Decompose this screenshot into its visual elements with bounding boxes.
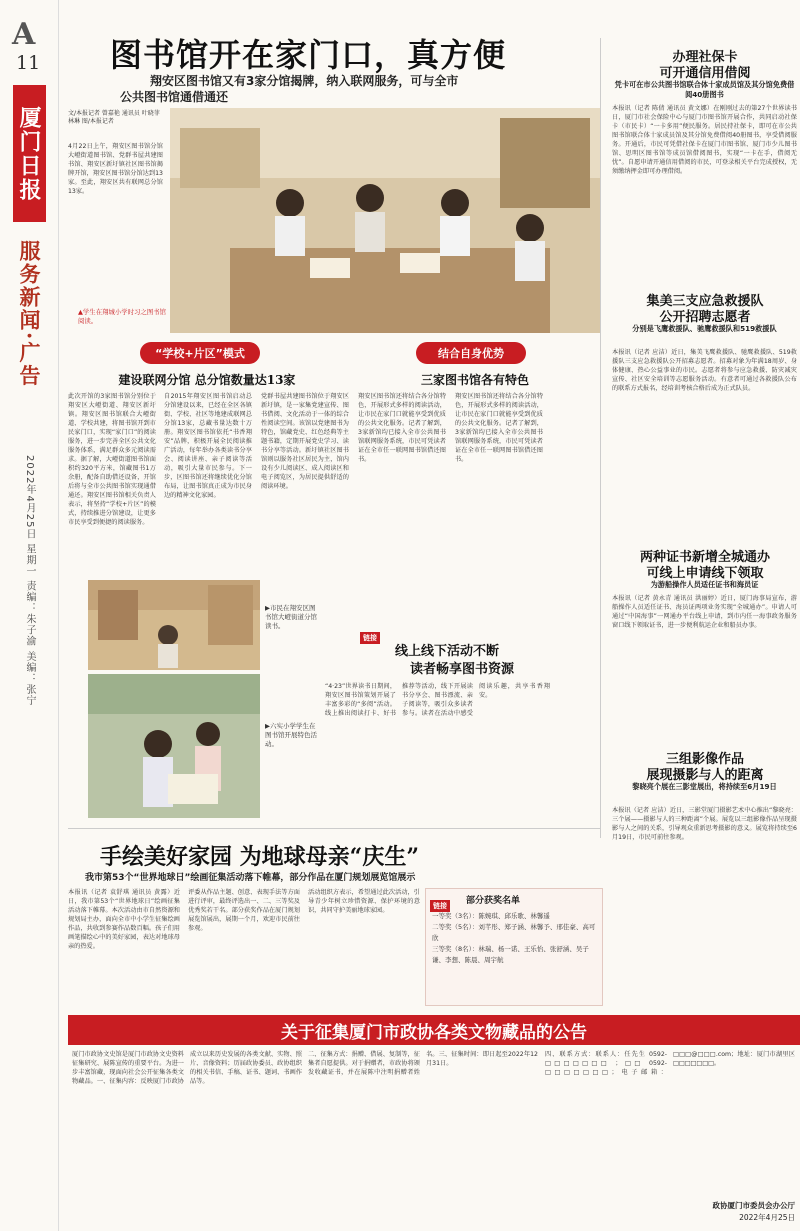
award-list: 一等奖（3名）：陈婉琪、邱乐歌、林馨遥 二等奖（5名）：刘芊彤、郑子涵、林馨予、邢佳豪、高可欣 三等奖（8名）：林瑞、杨一诺、王乐怡、张舒涵、吴子谦、李想、陈晨、周宇航 xyxy=(432,912,596,964)
main-lead: 4月22日上午，翔安区图书馆分馆大嶝街道图书馆、党群书屋共建图书馆、翔安区新圩镇社区图书馆揭牌开馆，翔安区图书馆分馆达到13家。至此，翔安区共有联网总分馆13家。 xyxy=(68,143,163,195)
link-tag-1: 链接 xyxy=(360,625,380,644)
notice-org: 政协厦门市委员会办公厅 xyxy=(712,1201,795,1210)
tag-school-area: “学校+片区”模式 xyxy=(140,342,260,364)
bottom-divider xyxy=(68,828,600,829)
notice-col-3: 四、联系方式：联系人：任先生 0592-□□□□□□□ ；□□ 0592-□□□□□□□；电子邮箱：□□□@□□□.com；地址：厦门市湖里区□□□□□□□。 xyxy=(545,1051,795,1076)
right-column-divider xyxy=(600,38,601,838)
link-title-1: 线上线下活动不断 xyxy=(395,644,500,659)
main-subtitle-2: 公共图书馆通借通还 xyxy=(120,90,229,104)
earthday-headline: 手绘美好家园 为地球母亲“庆生” xyxy=(100,844,419,870)
main-column-1: 此次开馆的3家图书馆分别位于翔安区大嶝街道、翔安区新圩镇。翔安区图书馆联合大嶝街道、学校共建，将图书馆开到市民家门口，实现“家门口”的阅读服务，进一步完善全区公共文化服务体系，满足群众多元阅读需求。据了解，大嶝街道图书馆面积约320平方米，馆藏图书1万余册，配备自助借还设备，开馆后将与全市公共图书馆实现通借通还。翔安区图书馆相关负责人表示，将坚持“学校+片区”的模式，持续推进分馆建设，让更多市民享受到便捷的阅读服务。 xyxy=(68,393,156,526)
photo-students-activity xyxy=(88,674,260,818)
earthday-col-3: 活动组织方表示，希望通过此次活动，引导青少年树立珍惜资源、保护环境的意识，共同守护美丽地球家园。 xyxy=(308,889,420,914)
page-letter: A xyxy=(12,17,36,52)
notice-title-bar: 关于征集厦门市政协各类文物藏品的公告 xyxy=(68,1015,800,1045)
main-subtitle-1: 翔安区图书馆又有3家分馆揭牌，纳入联网服务，可与全市 xyxy=(150,74,459,88)
date: 2022年4月25日 xyxy=(24,455,35,540)
earthday-col-1: 本报讯（记者 袁舒琪 通讯员 黄露）近日，我市第53个“世界地球日”绘画征集活动落下帷幕。本次活动由市自然资源和规划局主办，面向全市中小学生征集绘画作品，共收到参赛作品数百幅。孩子们用画笔描绘心中的美好家园，表达对地球母亲的热爱。 xyxy=(68,889,180,950)
cert-sub: 为游船操作人员适任证书和海员证 xyxy=(650,580,759,589)
link-body: “4·23”世界读书日期间，翔安区图书馆策划开展了丰富多彩的“多阅”活动。线上推出阅读打卡、好书推荐等活动，线下开展读书分享会、图书漂流、亲子阅读等，吸引众多读者参与。读者在活动中感受阅读乐趣，共享书香翔安。 xyxy=(325,683,550,717)
cert-title-2: 可线上申请线下领取 xyxy=(646,566,764,581)
main-headline: 图书馆开在家门口，真方便 xyxy=(110,36,507,74)
sidebar-divider xyxy=(58,0,59,1231)
notice-date: 2022年4月25日 xyxy=(739,1213,795,1222)
link-title-2: 读者畅享图书资源 xyxy=(410,662,515,677)
photo-exhibit-title-2: 展现摄影与人的距离 xyxy=(646,768,764,783)
rescue-title-1: 集美三支应急救援队 xyxy=(646,294,764,309)
cert-title-1: 两种证书新增全城通办 xyxy=(639,550,770,565)
tag-own-advantage: 结合自身优势 xyxy=(416,342,526,364)
earthday-col-2: 评委从作品主题、创意、表现手法等方面进行评审，最终评选出一、二、三等奖及优秀奖若干名。部分获奖作品在厦门规划展览馆展出，展期一个月，欢迎市民前往参观。 xyxy=(188,889,300,932)
caption-students-activity: ▶六实小学学生在图书馆开展特色活动。 xyxy=(265,722,317,748)
section-name: 服务新闻·广告 xyxy=(17,240,42,388)
editors: 责编：朱子渝 美编：张宁 xyxy=(24,580,35,707)
main-byline: 文/本报记者 曾嘉艳 通讯员 叶晓菲 林琳 图/本报记者 xyxy=(68,110,160,125)
reading-children-photo xyxy=(170,108,600,333)
earthday-sub: 我市第53个“世界地球日”绘画征集活动落下帷幕，部分作品在厦门规划展览馆展示 xyxy=(85,873,416,883)
sscard-title-1: 办理社保卡 xyxy=(672,50,738,65)
sscard-title-2: 可开通信用借阅 xyxy=(659,66,751,81)
award-list-title: 部分获奖名单 xyxy=(466,896,521,906)
sscard-body: 本报讯（记者 陈倩 通讯员 黄文娜）在刚刚过去的第27个世界读书日，厦门市社会保险中心与厦门市图书馆开展合作，共同启动社保卡（市民卡）“一卡多用”便民服务。居民持社保卡，即可在市公共图书馆联合体十家成员馆及其分馆免费借阅40册图书，享受借阅服务。开通后，市民可凭借社保卡在厦门市图书馆、厦门市少儿图书馆、思明区图书馆等成员馆借阅图书，实现“一卡在手，借阅无忧”。自愿申请开通信用借阅的市民，可登录相关平台完成授权，无须缴纳押金即可办理借阅。 xyxy=(612,105,797,175)
photo-exhibit-body: 本报讯（记者 应洁）近日，三影堂厦门摄影艺术中心推出“黎晓亮：三个展——摄影与人的三种距离”个展。展览以三组影像作品呈现摄影与人之间的关系，引导观众重新思考摄影的意义。展览将持续至6月19日，市民可前往参观。 xyxy=(612,807,797,841)
notice-col-1: 厦门市政协文史馆是厦门市政协文史资料征集研究、展陈宣传的重要平台。为进一步丰富馆藏，现面向社会公开征集各类文物藏品。一、征集内容：反映厦门市政协成立以来历史发展的各类文献、实物、照片、音像资料；历届政协委员、政协组织的相关书信、手稿、证书、题词、书画作品等。 xyxy=(72,1051,302,1085)
main-column-4: 翔安区图书馆还将结合各分馆特色，开展形式多样的阅读活动，让市民在家门口就能享受到优质的公共文化服务。记者了解到，3家新馆均已接入全市公共图书馆联网服务系统，市民可凭读者证在全市任一联网图书馆借还图书。 xyxy=(358,393,446,463)
notice-col-2: 二、征集方式：捐赠、借展、复制等，征集者自愿提供。对于捐赠者，市政协将颁发收藏证书，并在展陈中注明捐赠者姓名。三、征集时间：即日起至2022年12月31日。 xyxy=(308,1051,538,1076)
page-number: 11 xyxy=(16,52,41,74)
award-link-tag: 链接 xyxy=(430,893,450,912)
main-photo-caption: ▲学生在翔城小学时习之图书馆阅读。 xyxy=(78,308,166,325)
main-column-3: 党群书屋共建图书馆位于翔安区新圩镇，是一家集党建宣传、图书借阅、文化活动于一体的综合性阅读空间。该馆以党建图书为特色，馆藏党史、红色经典等主题书籍，定期开展党史学习、读书分享等活动。新圩镇社区图书馆则以服务社区居民为主，馆内设有少儿阅读区、成人阅读区和电子阅览区，为居民提供舒适的阅读环境。 xyxy=(261,393,349,490)
weekday: 星期一 xyxy=(24,543,35,577)
photo-exhibit-sub: 黎晓亮个展在三影堂展出，将持续至6月19日 xyxy=(632,782,777,791)
left-sidebar xyxy=(0,0,58,1231)
caption-citizens-reading: ▶市民在翔安区图书馆大嶝街道分馆读书。 xyxy=(265,604,317,630)
photo-exhibit-title-1: 三组影像作品 xyxy=(665,752,744,767)
sscard-sub: 凭卡可在市公共图书馆联合体十家成员馆及其分馆免费借阅40册图书 xyxy=(614,80,795,99)
dateline xyxy=(22,455,37,706)
main-column-5: 翔安区图书馆还将结合各分馆特色，开展形式多样的阅读活动，让市民在家门口就能享受到优质的公共文化服务。记者了解到，3家新馆均已接入全市公共图书馆联网服务系统，市民可凭读者证在全市任一联网图书馆借还图书。 xyxy=(455,393,543,463)
cert-body: 本报讯（记者 黄永青 通讯员 洪丽婷）近日，厦门海事局宣布，游船操作人员适任证书、海员证两项业务实现“全城通办”。申请人可通过“中国海事”一网通办平台线上申请，到市内任一海事政务服务窗口线下领取证书，进一步便利航运企业和船员办事。 xyxy=(612,595,797,629)
main-photo xyxy=(170,108,600,333)
photo-citizens-reading xyxy=(88,580,260,670)
main-column-2: 自2015年翔安区图书馆启动总分馆建设以来，已经在全区各镇街、学校、社区等地建成联网总分馆13家，总藏书量达数十万册。翔安区图书馆依托“书香翔安”品牌，积极开展全民阅读推广活动，每年举办各类读书分享会、阅读讲座、亲子阅读等活动，吸引大量市民参与。下一步，区图书馆还将继续优化分馆布局，让图书馆真正成为市民身边的精神文化家园。 xyxy=(164,393,252,499)
subhead-features: 三家图书馆各有特色 xyxy=(420,373,529,387)
rescue-body: 本报讯（记者 应洁）近日，集美飞鹰救援队、驰鹰救援队、519救援队三支应急救援队公开招募志愿者。招募对象为年满18周岁、身体健康、热心公益事业的市民。志愿者将参与应急救援、防灾减灾宣传、社区安全培训等志愿服务活动。有意者可通过各救援队公布的联系方式报名，经培训考核合格后成为正式队员。 xyxy=(612,349,797,392)
award-list-box xyxy=(425,888,603,1006)
subhead-branches: 建设联网分馆 总分馆数量达13家 xyxy=(118,373,296,387)
rescue-title-2: 公开招聘志愿者 xyxy=(659,310,751,325)
rescue-sub: 分别是飞鹰救援队、驰鹰救援队和519救援队 xyxy=(632,324,777,333)
newspaper-logo: 厦门日报 xyxy=(13,85,46,222)
